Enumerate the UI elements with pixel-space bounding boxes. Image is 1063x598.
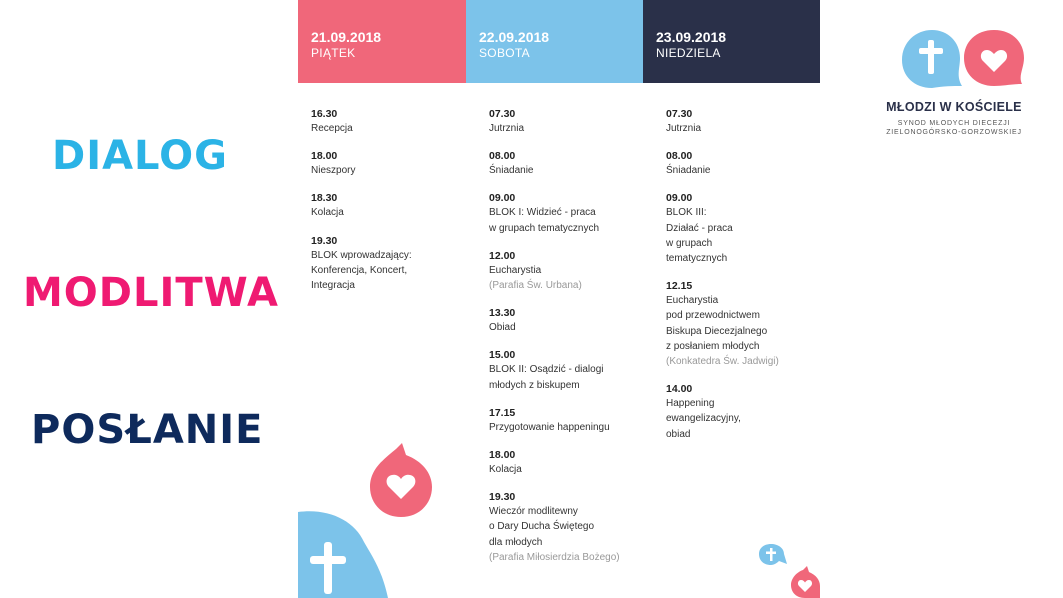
schedule-item [311, 107, 471, 136]
day-date: 21.09.2018 [311, 29, 382, 45]
event-time: 13.30 [489, 307, 516, 320]
event-time: 09.00 [666, 192, 693, 205]
event-description: BLOK II: Osądzić - dialogi [489, 364, 604, 376]
event-description: Integracja [311, 280, 355, 292]
schedule-column-friday [311, 107, 471, 306]
event-location-note: (Parafia Św. Urbana) [489, 280, 582, 292]
event-description: z posłaniem młodych [666, 340, 760, 352]
day-name: NIEDZIELA [656, 46, 721, 60]
event-description: Kolacja [311, 207, 344, 219]
event-description: Recepcja [311, 123, 353, 134]
schedule-item [311, 234, 471, 294]
event-description: Kolacja [489, 464, 522, 476]
event-description: dla młodych [489, 536, 543, 548]
day-header-sunday [643, 0, 820, 83]
schedule-item [489, 306, 649, 335]
event-time: 08.00 [489, 150, 516, 163]
schedule-item [311, 149, 471, 178]
schedule-item [489, 249, 649, 293]
event-description: Obiad [489, 322, 516, 334]
cross-icon [928, 40, 934, 74]
event-description: Wieczór modlitewny [489, 506, 578, 518]
event-description: Jutrznia [489, 123, 525, 134]
schedule-item [311, 191, 471, 220]
schedule-item [666, 107, 826, 136]
event-description: tematycznych [666, 253, 728, 265]
side-word-dialog: DIALOG [52, 133, 228, 179]
event-description: BLOK wprowadzający: [311, 249, 412, 261]
logo-subtitle-line1: SYNOD MŁODYCH DIECEZJI [897, 120, 1011, 127]
event-description: w grupach tematycznych [489, 222, 600, 234]
event-description: w grupach [666, 237, 713, 249]
event-time: 16.30 [311, 108, 338, 120]
event-time: 15.00 [489, 349, 516, 362]
event-time: 07.30 [666, 108, 693, 120]
event-description: o Dary Ducha Świętego [489, 521, 595, 533]
event-description: BLOK III: [666, 207, 707, 219]
event-description: Jutrznia [666, 123, 702, 134]
schedule-column-saturday [489, 107, 649, 578]
small-cross-bubble-decoration [758, 542, 788, 568]
schedule-item [489, 107, 649, 136]
day-name: PIĄTEK [311, 46, 356, 60]
event-time: 12.15 [666, 280, 693, 293]
event-description: Eucharystia [666, 295, 719, 307]
side-word-modlitwa: MODLITWA [23, 270, 279, 316]
schedule-item [666, 382, 826, 442]
cross-icon [324, 542, 332, 594]
event-time: 08.00 [666, 150, 693, 163]
event-description: Biskupa Diecezjalnego [666, 325, 768, 337]
event-time: 17.15 [489, 406, 516, 419]
schedule-column-sunday [666, 107, 826, 455]
event-location-note: (Parafia Miłosierdzia Bożego) [489, 551, 620, 563]
event-description: BLOK I: Widzieć - praca [489, 207, 596, 219]
event-description: Happening [666, 398, 715, 410]
schedule-item [666, 191, 826, 266]
event-description: pod przewodnictwem [666, 310, 760, 322]
event-description: Eucharystia [489, 264, 542, 276]
day-header-friday [298, 0, 475, 83]
logo [864, 8, 1044, 163]
day-header-saturday [466, 0, 643, 83]
event-time: 09.00 [489, 192, 516, 205]
schedule-item [489, 406, 649, 435]
event-description: Śniadanie [666, 165, 711, 177]
logo-title: MŁODZI W KOŚCIELE [886, 100, 1022, 114]
event-time: 19.30 [489, 491, 516, 504]
event-description: obiad [666, 428, 691, 440]
logo-mark [900, 26, 1030, 90]
event-description: Nieszpory [311, 165, 356, 177]
day-date: 22.09.2018 [479, 29, 550, 45]
schedule-item [489, 149, 649, 178]
event-time: 14.00 [666, 383, 693, 396]
schedule-item [666, 149, 826, 178]
day-date: 23.09.2018 [656, 29, 727, 45]
day-name: SOBOTA [479, 46, 530, 60]
event-time: 18.00 [311, 150, 338, 163]
event-description: Przygotowanie happeningu [489, 421, 610, 433]
event-time: 07.30 [489, 108, 516, 120]
cross-bubble-decoration [298, 508, 390, 598]
event-time: 18.30 [311, 192, 338, 205]
event-description: młodych z biskupem [489, 379, 580, 391]
event-time: 12.00 [489, 249, 516, 262]
schedule-item [489, 348, 649, 392]
schedule-item [666, 279, 826, 369]
event-time: 18.00 [489, 449, 516, 462]
schedule-item [489, 448, 649, 477]
small-heart-bubble-decoration [789, 566, 821, 598]
event-description: Działać - praca [666, 222, 733, 234]
event-description: Konferencja, Koncert, [311, 264, 408, 276]
event-description: ewangelizacyjny, [666, 413, 741, 425]
logo-subtitle-line2: ZIELONOGÓRSKO-GORZOWSKIEJ [886, 129, 1022, 136]
event-location-note: (Konkatedra Św. Jadwigi) [666, 356, 779, 368]
schedule-item [489, 191, 649, 235]
schedule-item [489, 490, 649, 565]
event-time: 19.30 [311, 234, 338, 247]
event-description: Śniadanie [489, 165, 534, 177]
side-word-poslanie: POSŁANIE [31, 407, 264, 453]
